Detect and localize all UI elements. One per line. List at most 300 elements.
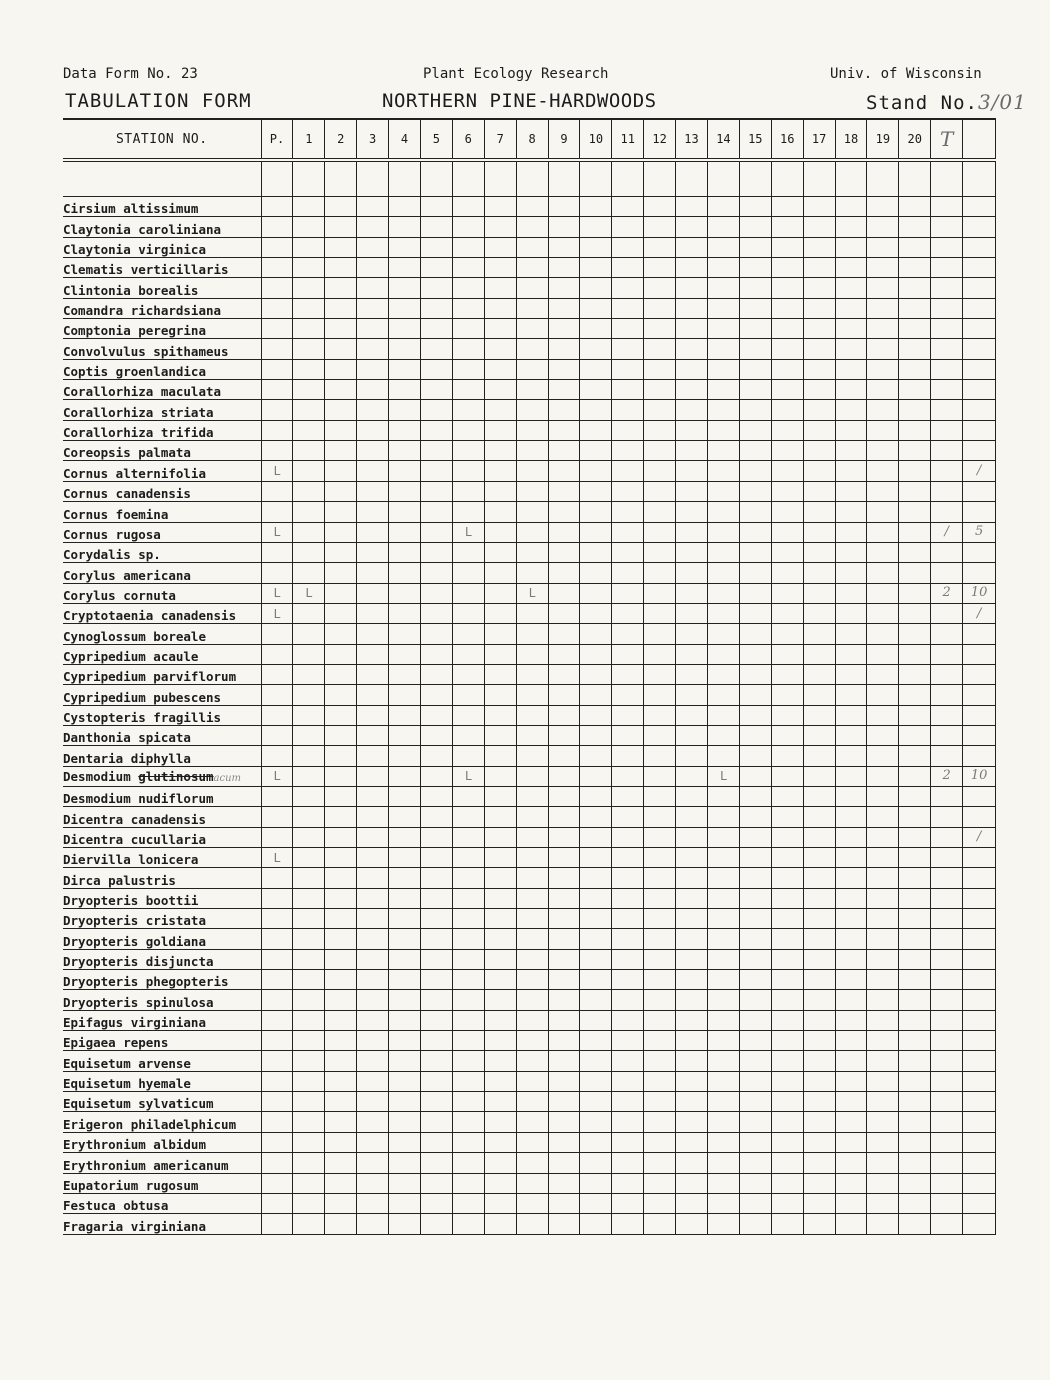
grid-cell[interactable] [357,258,389,278]
grid-cell[interactable] [739,319,771,339]
grid-cell[interactable] [707,339,739,359]
grid-cell[interactable] [420,868,452,888]
grid-cell[interactable] [899,1031,931,1051]
grid-cell[interactable] [484,481,516,501]
grid-cell[interactable] [707,217,739,237]
grid-cell[interactable] [612,522,644,542]
grid-cell[interactable] [963,237,996,257]
grid-cell[interactable] [452,970,484,990]
grid-cell[interactable] [867,725,899,745]
grid-cell[interactable] [899,420,931,440]
grid-cell[interactable] [293,1092,325,1112]
grid-cell[interactable] [707,644,739,664]
grid-cell[interactable] [771,461,803,481]
grid-cell[interactable] [867,217,899,237]
grid-cell[interactable] [548,909,580,929]
grid-cell[interactable] [707,1153,739,1173]
grid-cell[interactable] [676,400,708,420]
grid-cell[interactable] [389,685,421,705]
grid-cell[interactable] [803,705,835,725]
grid-cell[interactable] [293,909,325,929]
grid-cell[interactable] [548,970,580,990]
grid-cell[interactable] [931,624,963,644]
grid-cell[interactable] [293,1173,325,1193]
grid-cell[interactable] [420,563,452,583]
grid-cell[interactable] [293,949,325,969]
grid-cell[interactable] [293,1193,325,1213]
grid-cell[interactable] [676,160,708,197]
grid-cell[interactable] [707,990,739,1010]
grid-cell[interactable] [452,807,484,827]
grid-cell[interactable] [293,1132,325,1152]
grid-cell[interactable] [325,522,357,542]
grid-cell[interactable] [963,1051,996,1071]
grid-cell[interactable] [899,644,931,664]
grid-cell[interactable] [420,339,452,359]
grid-cell[interactable] [452,420,484,440]
grid-cell[interactable] [803,949,835,969]
grid-cell[interactable] [325,1193,357,1213]
grid-cell[interactable] [899,217,931,237]
grid-cell[interactable] [420,542,452,562]
grid-cell[interactable] [612,1214,644,1234]
grid-cell[interactable] [420,664,452,684]
grid-cell[interactable] [739,359,771,379]
grid-cell[interactable] [867,909,899,929]
grid-cell[interactable] [420,1173,452,1193]
grid-cell[interactable] [420,644,452,664]
grid-cell[interactable] [771,1112,803,1132]
grid-cell[interactable] [484,1193,516,1213]
grid-cell[interactable] [707,319,739,339]
grid-cell[interactable] [644,725,676,745]
grid-cell[interactable] [484,1051,516,1071]
grid-cell[interactable] [963,1010,996,1030]
grid-cell[interactable] [963,481,996,501]
grid-cell[interactable] [867,624,899,644]
grid-cell[interactable] [389,522,421,542]
grid-cell[interactable] [325,1092,357,1112]
grid-cell[interactable] [580,542,612,562]
grid-cell[interactable] [739,725,771,745]
grid-cell[interactable] [357,1214,389,1234]
grid-cell[interactable] [293,1010,325,1030]
grid-cell[interactable] [484,929,516,949]
grid-cell[interactable] [899,563,931,583]
grid-cell[interactable] [644,380,676,400]
grid-cell[interactable] [357,542,389,562]
grid-cell[interactable] [420,970,452,990]
grid-cell[interactable] [739,1193,771,1213]
grid-cell[interactable] [357,1071,389,1091]
grid-cell[interactable] [899,1092,931,1112]
grid-cell[interactable] [357,583,389,603]
grid-cell[interactable] [516,705,548,725]
grid-cell[interactable] [963,298,996,318]
grid-cell[interactable] [707,1214,739,1234]
grid-cell[interactable] [325,970,357,990]
grid-cell[interactable] [835,1132,867,1152]
grid-cell[interactable] [612,970,644,990]
grid-cell[interactable] [357,380,389,400]
grid-cell[interactable] [293,298,325,318]
grid-cell[interactable] [389,786,421,806]
grid-cell[interactable] [644,766,676,786]
grid-cell[interactable] [389,1132,421,1152]
grid-cell[interactable] [484,1112,516,1132]
grid-cell[interactable] [452,461,484,481]
grid-cell[interactable] [516,644,548,664]
grid-cell[interactable] [612,949,644,969]
grid-cell[interactable] [899,359,931,379]
grid-cell[interactable] [803,319,835,339]
grid-cell[interactable] [867,583,899,603]
grid-cell[interactable] [548,461,580,481]
grid-cell[interactable] [835,624,867,644]
grid-cell[interactable] [803,909,835,929]
grid-cell[interactable] [835,888,867,908]
grid-cell[interactable] [580,359,612,379]
grid-cell[interactable] [389,583,421,603]
grid-cell[interactable] [739,746,771,766]
grid-cell[interactable] [644,1214,676,1234]
grid-cell[interactable] [548,766,580,786]
grid-cell[interactable] [931,990,963,1010]
grid-cell[interactable] [580,949,612,969]
grid-cell[interactable] [644,1112,676,1132]
grid-cell[interactable] [644,786,676,806]
grid-cell[interactable] [484,400,516,420]
grid-cell[interactable] [357,1132,389,1152]
grid-cell[interactable] [803,827,835,847]
grid-cell[interactable] [963,278,996,298]
grid-cell[interactable] [325,1153,357,1173]
grid-cell[interactable] [580,1092,612,1112]
grid-cell[interactable] [612,502,644,522]
grid-cell[interactable] [707,542,739,562]
grid-cell[interactable] [899,237,931,257]
grid-cell[interactable] [548,160,580,197]
grid-cell[interactable] [452,990,484,1010]
grid-cell[interactable] [389,400,421,420]
grid-cell[interactable] [452,766,484,786]
grid-cell[interactable] [676,481,708,501]
grid-cell[interactable] [803,502,835,522]
grid-cell[interactable] [676,583,708,603]
grid-cell[interactable] [389,1153,421,1173]
grid-cell[interactable] [963,1153,996,1173]
grid-cell[interactable] [931,420,963,440]
grid-cell[interactable] [676,522,708,542]
grid-cell[interactable] [867,197,899,217]
grid-cell[interactable] [803,197,835,217]
grid-cell[interactable] [612,481,644,501]
grid-cell[interactable] [516,481,548,501]
grid-cell[interactable] [899,848,931,868]
grid-cell[interactable] [293,603,325,623]
grid-cell[interactable] [580,786,612,806]
grid-cell[interactable] [325,1173,357,1193]
grid-cell[interactable] [803,339,835,359]
grid-cell[interactable] [452,583,484,603]
grid-cell[interactable] [644,160,676,197]
grid-cell[interactable] [420,624,452,644]
grid-cell[interactable] [707,848,739,868]
grid-cell[interactable] [803,848,835,868]
grid-cell[interactable] [484,319,516,339]
grid-cell[interactable] [420,1112,452,1132]
grid-cell[interactable] [739,481,771,501]
grid-cell[interactable] [420,441,452,461]
grid-cell[interactable] [803,603,835,623]
grid-cell[interactable] [707,685,739,705]
grid-cell[interactable] [899,746,931,766]
grid-cell[interactable] [867,420,899,440]
grid-cell[interactable] [548,522,580,542]
grid-cell[interactable] [803,1010,835,1030]
grid-cell[interactable] [516,766,548,786]
grid-cell[interactable] [931,888,963,908]
grid-cell[interactable] [867,237,899,257]
grid-cell[interactable] [739,441,771,461]
grid-cell[interactable] [389,725,421,745]
grid-cell[interactable] [644,502,676,522]
grid-cell[interactable] [580,237,612,257]
grid-cell[interactable] [676,1051,708,1071]
grid-cell[interactable] [771,949,803,969]
grid-cell[interactable] [452,339,484,359]
grid-cell[interactable] [389,746,421,766]
grid-cell[interactable] [771,400,803,420]
grid-cell[interactable] [899,868,931,888]
grid-cell[interactable] [803,888,835,908]
grid-cell[interactable] [612,461,644,481]
grid-cell[interactable] [707,1010,739,1030]
grid-cell[interactable] [931,705,963,725]
grid-cell[interactable] [867,827,899,847]
grid-cell[interactable] [771,1132,803,1152]
grid-cell[interactable] [325,624,357,644]
grid-cell[interactable] [963,339,996,359]
grid-cell[interactable] [931,827,963,847]
grid-cell[interactable] [803,1214,835,1234]
grid-cell[interactable] [293,1153,325,1173]
grid-cell[interactable] [931,848,963,868]
grid-cell[interactable] [835,970,867,990]
grid-cell[interactable] [293,1051,325,1071]
grid-cell[interactable] [707,522,739,542]
grid-cell[interactable] [548,664,580,684]
grid-cell[interactable] [420,1051,452,1071]
grid-cell[interactable] [516,1132,548,1152]
grid-cell[interactable] [261,583,293,603]
grid-cell[interactable] [261,542,293,562]
grid-cell[interactable] [676,786,708,806]
grid-cell[interactable] [261,420,293,440]
grid-cell[interactable] [707,705,739,725]
grid-cell[interactable] [771,339,803,359]
grid-cell[interactable] [707,766,739,786]
grid-cell[interactable] [420,1071,452,1091]
grid-cell[interactable] [548,339,580,359]
grid-cell[interactable] [261,278,293,298]
grid-cell[interactable] [357,624,389,644]
grid-cell[interactable] [739,1112,771,1132]
grid-cell[interactable] [739,766,771,786]
grid-cell[interactable] [516,909,548,929]
grid-cell[interactable] [612,217,644,237]
grid-cell[interactable] [293,522,325,542]
grid-cell[interactable] [707,1071,739,1091]
grid-cell[interactable] [835,848,867,868]
grid-cell[interactable] [357,990,389,1010]
grid-cell[interactable] [867,1051,899,1071]
grid-cell[interactable] [803,298,835,318]
grid-cell[interactable] [484,888,516,908]
grid-cell[interactable] [867,380,899,400]
grid-cell[interactable] [899,1051,931,1071]
grid-cell[interactable] [293,563,325,583]
grid-cell[interactable] [803,624,835,644]
grid-cell[interactable] [676,949,708,969]
grid-cell[interactable] [612,197,644,217]
grid-cell[interactable] [867,1031,899,1051]
grid-cell[interactable] [452,644,484,664]
grid-cell[interactable] [293,685,325,705]
grid-cell[interactable] [516,888,548,908]
grid-cell[interactable] [644,644,676,664]
grid-cell[interactable] [739,1071,771,1091]
grid-cell[interactable] [452,603,484,623]
grid-cell[interactable] [899,685,931,705]
grid-cell[interactable] [452,705,484,725]
grid-cell[interactable] [420,298,452,318]
grid-cell[interactable] [739,583,771,603]
grid-cell[interactable] [516,441,548,461]
grid-cell[interactable] [293,929,325,949]
grid-cell[interactable] [612,624,644,644]
grid-cell[interactable] [803,664,835,684]
grid-cell[interactable] [835,542,867,562]
grid-cell[interactable] [899,1112,931,1132]
grid-cell[interactable] [771,1010,803,1030]
grid-cell[interactable] [516,258,548,278]
grid-cell[interactable] [484,339,516,359]
grid-cell[interactable] [484,441,516,461]
grid-cell[interactable] [899,664,931,684]
grid-cell[interactable] [867,786,899,806]
grid-cell[interactable] [739,909,771,929]
grid-cell[interactable] [707,197,739,217]
grid-cell[interactable] [963,461,996,481]
grid-cell[interactable] [516,725,548,745]
grid-cell[interactable] [293,197,325,217]
grid-cell[interactable] [612,298,644,318]
grid-cell[interactable] [803,278,835,298]
grid-cell[interactable] [484,563,516,583]
grid-cell[interactable] [771,766,803,786]
grid-cell[interactable] [644,827,676,847]
grid-cell[interactable] [676,237,708,257]
grid-cell[interactable] [931,197,963,217]
grid-cell[interactable] [707,298,739,318]
grid-cell[interactable] [261,929,293,949]
grid-cell[interactable] [899,380,931,400]
grid-cell[interactable] [484,197,516,217]
grid-cell[interactable] [293,848,325,868]
grid-cell[interactable] [835,1010,867,1030]
grid-cell[interactable] [835,1071,867,1091]
grid-cell[interactable] [644,909,676,929]
grid-cell[interactable] [739,827,771,847]
grid-cell[interactable] [612,542,644,562]
grid-cell[interactable] [548,1010,580,1030]
grid-cell[interactable] [835,644,867,664]
grid-cell[interactable] [293,258,325,278]
grid-cell[interactable] [325,400,357,420]
grid-cell[interactable] [420,725,452,745]
grid-cell[interactable] [293,807,325,827]
grid-cell[interactable] [931,766,963,786]
grid-cell[interactable] [707,380,739,400]
grid-cell[interactable] [261,339,293,359]
grid-cell[interactable] [707,1112,739,1132]
grid-cell[interactable] [357,664,389,684]
grid-cell[interactable] [963,929,996,949]
grid-cell[interactable] [325,1071,357,1091]
grid-cell[interactable] [293,1112,325,1132]
grid-cell[interactable] [389,1112,421,1132]
grid-cell[interactable] [293,990,325,1010]
grid-cell[interactable] [899,1010,931,1030]
grid-cell[interactable] [867,502,899,522]
grid-cell[interactable] [580,298,612,318]
grid-cell[interactable] [867,278,899,298]
grid-cell[interactable] [612,990,644,1010]
grid-cell[interactable] [484,359,516,379]
grid-cell[interactable] [452,664,484,684]
grid-cell[interactable] [612,848,644,868]
grid-cell[interactable] [835,1112,867,1132]
grid-cell[interactable] [835,502,867,522]
grid-cell[interactable] [484,848,516,868]
grid-cell[interactable] [931,1193,963,1213]
grid-cell[interactable] [325,583,357,603]
grid-cell[interactable] [484,746,516,766]
grid-cell[interactable] [612,746,644,766]
grid-cell[interactable] [835,1092,867,1112]
grid-cell[interactable] [644,868,676,888]
grid-cell[interactable] [293,319,325,339]
grid-cell[interactable] [931,1173,963,1193]
grid-cell[interactable] [293,1071,325,1091]
grid-cell[interactable] [325,278,357,298]
grid-cell[interactable] [452,827,484,847]
grid-cell[interactable] [867,705,899,725]
grid-cell[interactable] [452,1092,484,1112]
grid-cell[interactable] [676,441,708,461]
grid-cell[interactable] [771,1071,803,1091]
grid-cell[interactable] [963,990,996,1010]
grid-cell[interactable] [739,160,771,197]
grid-cell[interactable] [452,1051,484,1071]
grid-cell[interactable] [516,624,548,644]
grid-cell[interactable] [516,1112,548,1132]
grid-cell[interactable] [867,685,899,705]
grid-cell[interactable] [516,522,548,542]
grid-cell[interactable] [293,746,325,766]
grid-cell[interactable] [899,522,931,542]
